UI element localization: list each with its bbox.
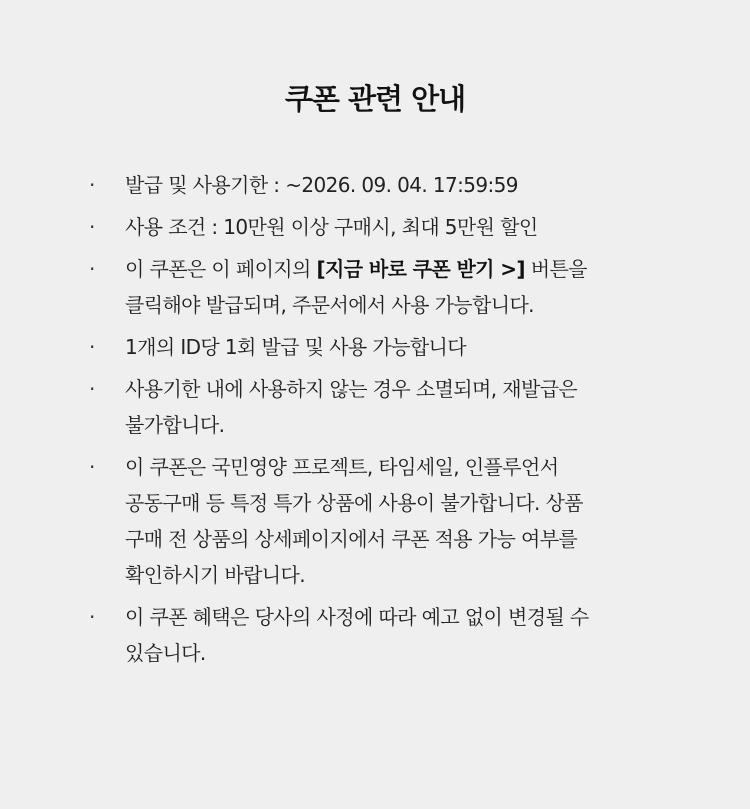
notice-text-line: [125, 251, 680, 287]
notice-text: 사용 조건 : 10만원 이상 구매시, 최대 5만원 할인: [125, 215, 538, 239]
notice-item-usage-period: [0, 167, 750, 203]
notice-text: 발급 및 사용기한 : ~2026. 09. 04. 17:59:59: [125, 173, 518, 197]
notice-text: 클릭해야 발급되며, 주문서에서 사용 가능합니다.: [125, 293, 534, 317]
notice-text: 공동구매 등 특정 특가 상품에 사용이 불가합니다. 상품: [125, 491, 583, 515]
notice-text: 이 쿠폰은 국민영양 프로젝트, 타임세일, 인플루언서: [125, 455, 559, 479]
notice-text: 버튼을: [524, 257, 587, 281]
bullet-icon: ·: [89, 257, 95, 281]
notice-text: 불가합니다.: [125, 413, 225, 437]
notice-text: 구매 전 상품의 상세페이지에서 쿠폰 적용 가능 여부를: [125, 527, 578, 551]
notice-item-issue-method: [0, 251, 750, 323]
bullet-icon: ·: [89, 173, 95, 197]
notice-text: 1개의 ID당 1회 발급 및 사용 가능합니다: [125, 335, 466, 359]
notice-item-usage-condition: [0, 209, 750, 245]
notice-text: 사용기한 내에 사용하지 않는 경우 소멸되며, 재발급은: [125, 377, 578, 401]
bullet-icon: ·: [89, 335, 95, 359]
notice-list: [0, 167, 750, 677]
notice-text: 이 쿠폰 혜택은 당사의 사정에 따라 예고 없이 변경될 수: [125, 605, 589, 629]
notice-item-excluded-products: [0, 449, 750, 593]
notice-text: 확인하시기 바랍니다.: [125, 563, 305, 587]
bullet-icon: ·: [89, 455, 95, 479]
bullet-icon: ·: [89, 377, 95, 401]
bullet-icon: ·: [89, 215, 95, 239]
notice-text: 있습니다.: [125, 641, 206, 665]
notice-item-change-notice: [0, 599, 750, 671]
notice-text: 이 쿠폰은 이 페이지의: [125, 257, 317, 281]
notice-item-per-id-limit: [0, 329, 750, 365]
coupon-button-reference: [지금 바로 쿠폰 받기 >]: [316, 257, 525, 281]
notice-item-expiry: [0, 371, 750, 443]
page-title: 쿠폰 관련 안내: [284, 82, 466, 116]
bullet-icon: ·: [89, 605, 95, 629]
